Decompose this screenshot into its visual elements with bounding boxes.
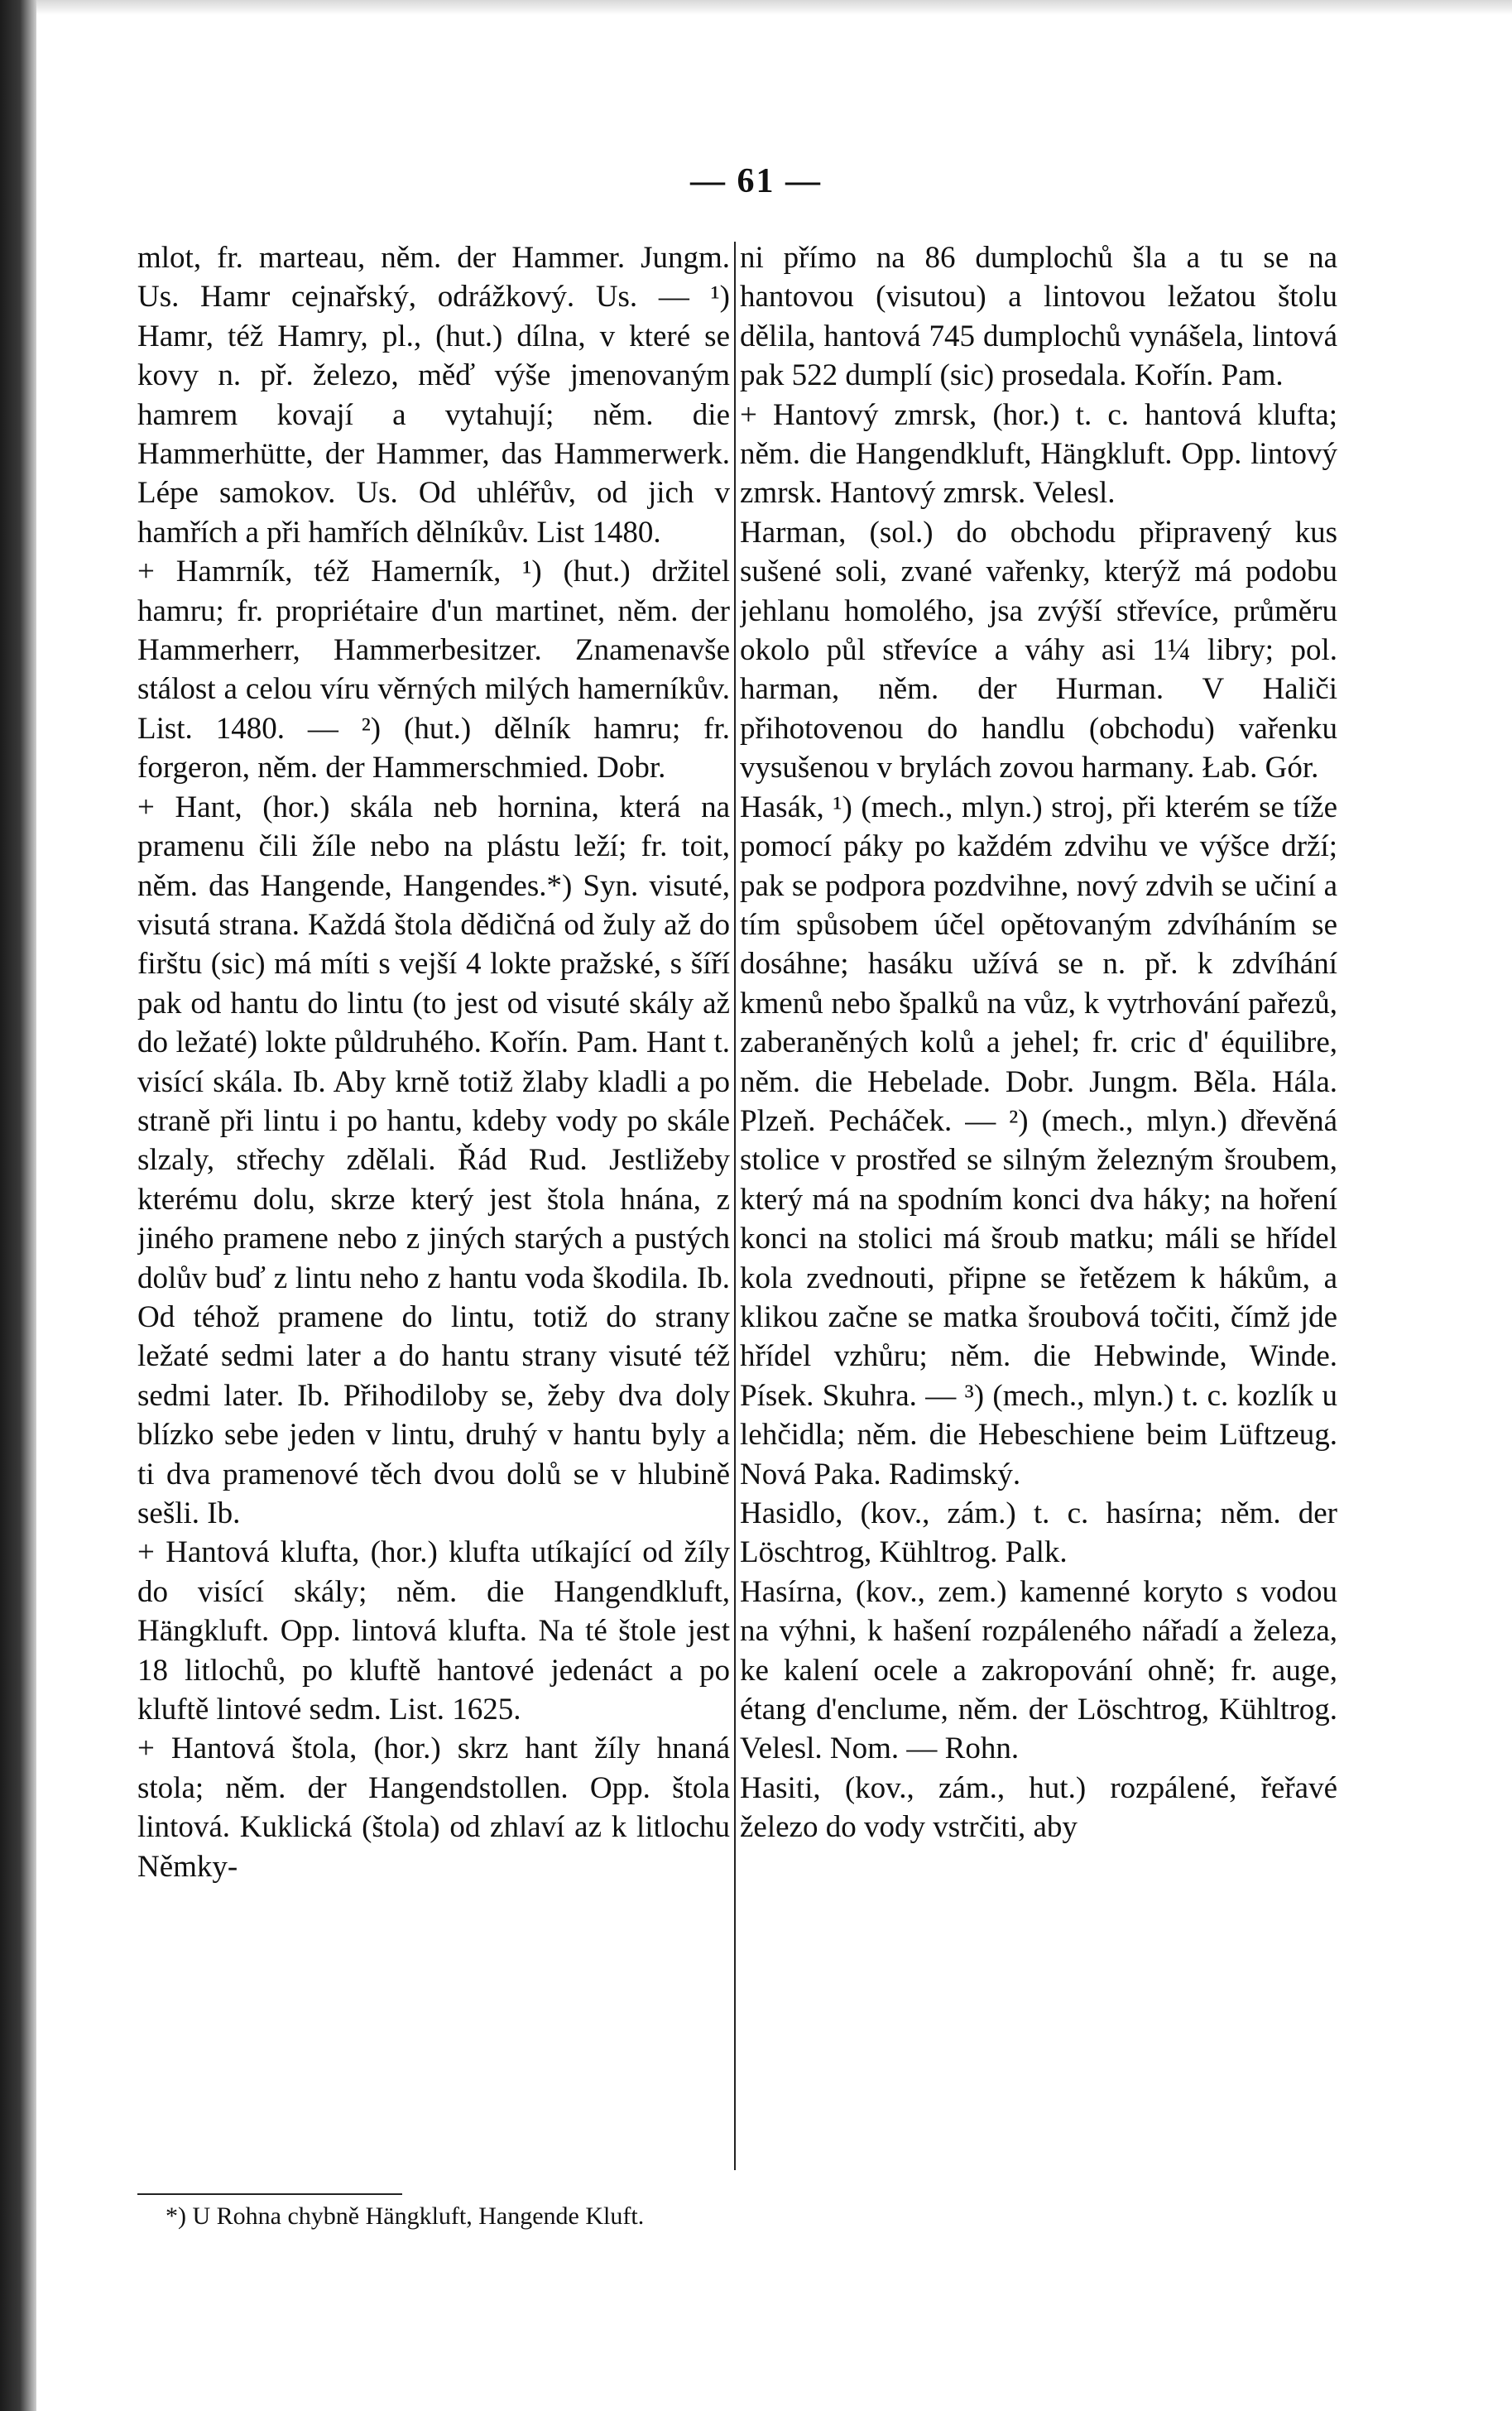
footnote: *) U Rohna chybně Hängkluft, Hangende Kluft. bbox=[166, 2202, 645, 2230]
entry-hasiti: Hasiti, (kov., zám., hut.) rozpálené, řeřavé železo do vody vstrčiti, aby bbox=[740, 1770, 1337, 1845]
page-number: — 61 — bbox=[690, 162, 822, 200]
entry-hasidlo: Hasidlo, (kov., zám.) t. c. hasírna; něm. der Löschtrog, Kühltrog. Palk. bbox=[740, 1496, 1337, 1570]
entry-hamrnik: + Hamrník, též Hamerník, ¹) (hut.) držitel hamru; fr. propriétaire d'un martinet, něm. der Hammerherr, Hammerbesitzer. Znamenavše stálost a celou víru věrných milých hamerníkův. List. 1480. — ²) (hut.) dělník hamru; fr. forgeron, něm. der Hammerschmied. Dobr. bbox=[137, 555, 730, 785]
entry-hantova-klufta: + Hantová klufta, (hor.) klufta utíkající od žíly do visící skály; něm. die Hangendkluft, Hängkluft. Opp. lintová klufta. Na té štole jest 18 litlochů, po kluftě hantové jedenáct a po kluftě lintové sedm. List. 1625. bbox=[137, 1535, 730, 1727]
right-column bbox=[740, 238, 1337, 2167]
column-divider bbox=[734, 242, 736, 2170]
entry-hant: + Hant, (hor.) skála neb hornina, která na pramenu čili žíle nebo na plástu leží; fr. toit, něm. das Hangende, Hangendes.*) Syn. visuté, visutá strana. Každá štola dědičná od žuly až do firštu (sic) má míti s vejší 4 lokte pražské, s šíří pak od hantu do lintu (to jest od visuté skály až do ležaté) lokte půldruhého. Kořín. Pam. Hant t. visící skála. Ib. Aby krně totiž žlaby kladli a po straně při lintu i po hantu, kdeby vody po skále slzaly, střechy zdělali. Řád Rud. Jestližeby kterému dolu, skrze který jest štola hnána, z jiného pramene nebo z jiných starých a pustých dolův buď z lintu neho z hantu voda škodila. Ib. Od téhož pramene do lintu, totiž do strany ležaté sedmi later a do hantu strany visuté též sedmi later. Ib. Přihodiloby se, žeby dva doly blízko sebe jeden v lintu, druhý v hantu byly a ti dva pramenové těch dvou dolů se v hlubině sešli. Ib. bbox=[137, 790, 730, 1530]
page-top-shadow bbox=[0, 0, 1512, 15]
page-binding-edge bbox=[0, 0, 36, 2411]
left-column bbox=[137, 238, 730, 2167]
entry-hantova-stola: + Hantová štola, (hor.) skrz hant žíly hnaná stola; něm. der Hangendstollen. Opp. štola lintová. Kuklická (štola) od zhlaví az k litlochu Němky- bbox=[137, 1731, 730, 1884]
entry-harman: Harman, (sol.) do obchodu připravený kus sušené soli, zvané vařenky, kterýž má podobu jehlanu homolého, jsa zvýší střevíce, průměru okolo půl střevíce a váhy asi 1¼ libry; pol. harman, něm. der Hurman. V Haliči přihotovenou do handlu (obchodu) vařenku vysušenou v brylách zovou harmany. Łab. Gór. bbox=[740, 515, 1337, 785]
entry-hasak: Hasák, ¹) (mech., mlyn.) stroj, při kterém se tíže pomocí páky po každém zdvihu ve výšce drží; pak se podpora pozdvihne, nový zdvih se učiní a tím spůsobem účel opětovaným zdvíháním se dosáhne; hasáku užívá se n. př. k zdvíhání kmenů nebo špalků na vůz, k vytrhování pařezů, zaberaněných kolů a jehel; fr. cric d' équilibre, něm. die Hebelade. Dobr. Jungm. Běla. Hála. Plzeň. Pecháček. — ²) (mech., mlyn.) dřevěná stolice v prostřed se silným železným šroubem, který má na spodním konci dva háky; na hoření konci na stolici má šroub matku; máli se hřídel kola zvednouti, připne se řetězem k hákům, a klikou začne se matka šroubová točiti, čímž jde hřídel vzhůru; něm. die Hebwinde, Winde. Písek. Skuhra. — ³) (mech., mlyn.) t. c. kozlík u lehčidla; něm. die Hebeschiene beim Lüftzeug. Nová Paka. Radimský. bbox=[740, 790, 1337, 1491]
entry-continuation: ni přímo na 86 dumplochů šla a tu se na hantovou (visutou) a lintovou ležatou štolu dělila, hantová 745 dumplochů vynášela, lintová pak 522 dumplí (sic) prosedala. Kořín. Pam. bbox=[740, 241, 1337, 393]
entry-hasirna: Hasírna, (kov., zem.) kamenné koryto s vodou na výhni, k hašení rozpáleného nářadí a železa, ke kalení ocele a zakropování ohně; fr. auge, étang d'enclume, něm. der Löschtrog, Kühltrog. Velesl. Nom. — Rohn. bbox=[740, 1574, 1337, 1766]
entry-hantovy-zmrsk: + Hantový zmrsk, (hor.) t. c. hantová klufta; něm. die Hangendkluft, Hängkluft. Opp. lintový zmrsk. Hantový zmrsk. Velesl. bbox=[740, 397, 1337, 511]
entry-mlot: mlot, fr. marteau, něm. der Hammer. Jungm. Us. Hamr cejnařský, odrážkový. Us. — ¹) Hamr, též Hamry, pl., (hut.) dílna, v které se kovy n. př. železo, měď výše jmenovaným hamrem kovají a vytahují; něm. die Hammerhütte, der Hammer, das Hammerwerk. Lépe samokov. Us. Od uhléřův, od jich v hamřích a při hamřích dělníkův. List 1480. bbox=[137, 241, 730, 550]
footnote-rule bbox=[137, 2193, 402, 2195]
